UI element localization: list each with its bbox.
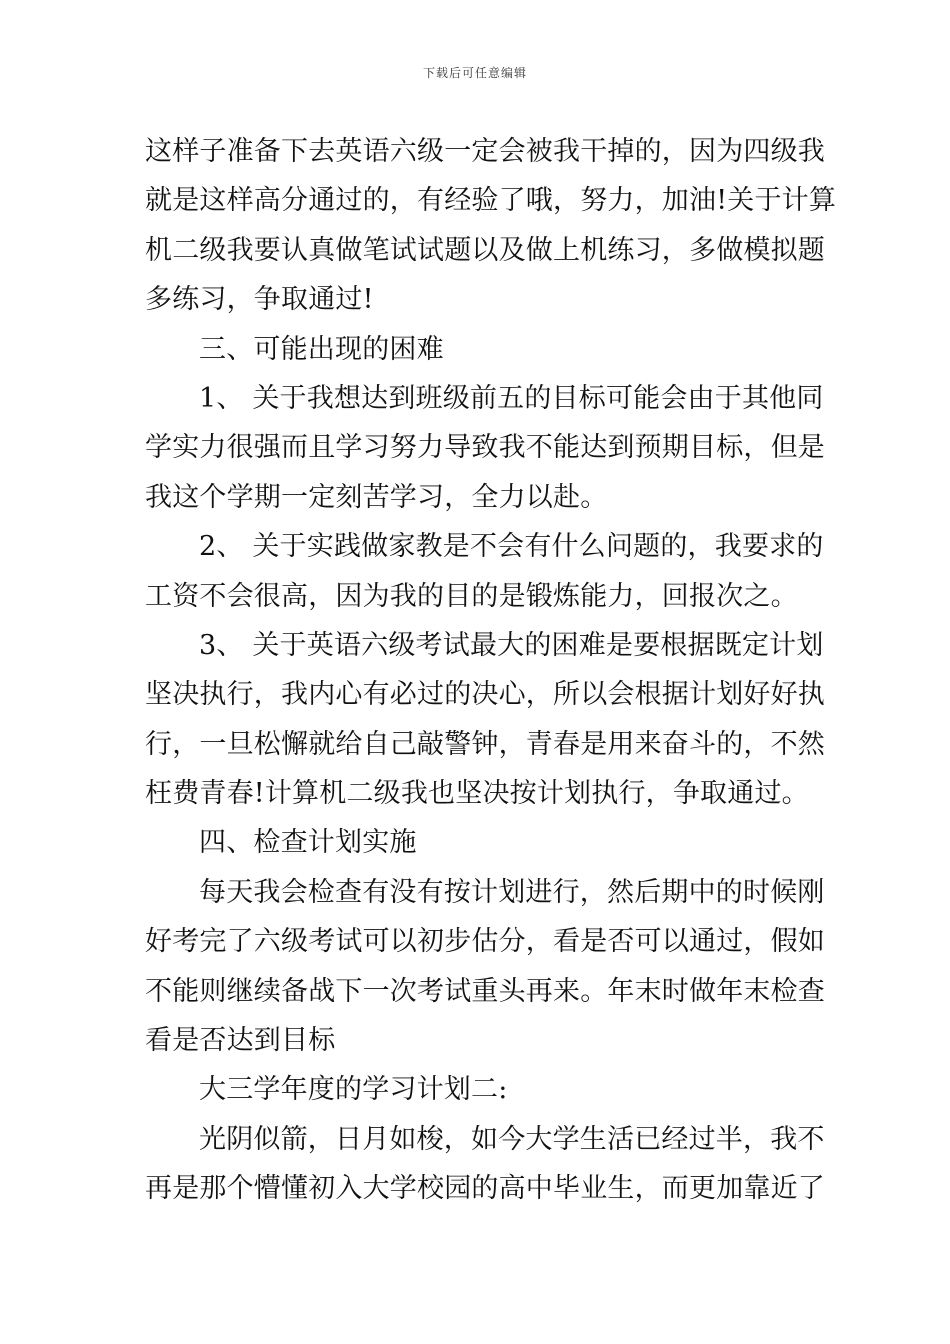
document-body: [145, 127, 837, 1214]
text-line: 学实力很强而且学习努力导致我不能达到预期目标，但是: [145, 432, 825, 464]
text-line: 工资不会很高，因为我的目的是锻炼能力，回报次之。: [145, 580, 798, 612]
text-line: 行，一旦松懈就给自己敲警钟，青春是用来奋斗的，不然: [145, 728, 825, 760]
text-line: 坚决执行，我内心有必过的决心，所以会根据计划好好执: [145, 679, 825, 711]
text-line: 我这个学期一定刻苦学习，全力以赴。: [145, 481, 608, 513]
text-line: 不能则继续备战下一次考试重头再来。年末时做年末检查: [145, 975, 825, 1007]
text-line: 看是否达到目标: [145, 1025, 336, 1057]
page-header: 下载后可任意编辑: [422, 66, 527, 80]
text-line: 多练习，争取通过!: [145, 284, 374, 316]
subtitle: 大三学年度的学习计划二:: [199, 1074, 508, 1106]
list-item-start: 2、 关于实践做家教是不会有什么问题的，我要求的: [199, 531, 824, 563]
section-heading: 三、可能出现的困难: [199, 333, 444, 365]
text-line: 就是这样高分通过的，有经验了哦，努力，加油!关于计算: [145, 185, 837, 217]
list-item-start: 3、 关于英语六级考试最大的困难是要根据既定计划: [199, 629, 824, 661]
text-line: 再是那个懵懂初入大学校园的高中毕业生，而更加靠近了: [145, 1173, 825, 1205]
section-heading: 四、检查计划实施: [199, 827, 417, 859]
list-item-start: 1、 关于我想达到班级前五的目标可能会由于其他同: [199, 382, 824, 414]
paragraph-start: 光阴似箭，日月如梭，如今大学生活已经过半，我不: [199, 1123, 825, 1155]
text-line: 枉费青春!计算机二级我也坚决按计划执行，争取通过。: [145, 778, 809, 810]
paragraph-start: 每天我会检查有没有按计划进行，然后期中的时候刚: [199, 876, 825, 908]
text-line: 这样子准备下去英语六级一定会被我干掉的，因为四级我: [145, 136, 825, 167]
text-line: 好考完了六级考试可以初步估分，看是否可以通过，假如: [145, 926, 825, 958]
text-line: 机二级我要认真做笔试试题以及做上机练习，多做模拟题: [145, 234, 825, 266]
